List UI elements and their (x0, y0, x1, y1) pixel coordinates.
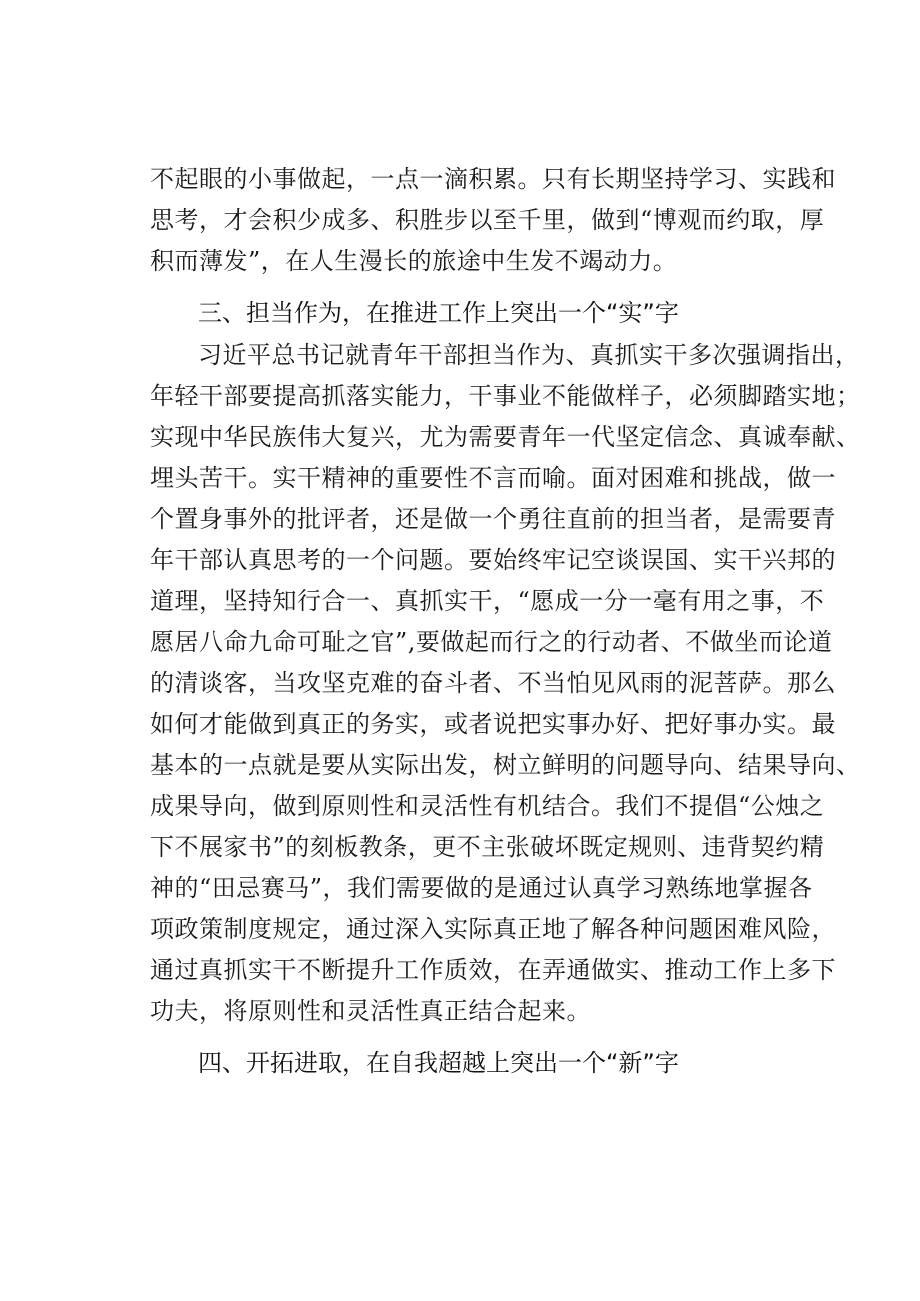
paragraph-2-line: 通过真抓实干不断提升工作质效，在弄通做实、推动工作上多下 (150, 956, 836, 984)
section-4-heading: 四、开拓进取，在自我超越上突出一个“新”字 (198, 1049, 679, 1077)
paragraph-2-line: 基本的一点就是要从实际出发，树立鲜明的问题导向、结果导向、 (150, 751, 861, 779)
paragraph-2-line: 的清谈客，当攻坚克难的奋斗者、不当怕见风雨的泥菩萨。那么 (150, 669, 836, 697)
paragraph-2-line: 道理，坚持知行合一、真抓实干，“愿成一分一毫有用之事，不 (150, 587, 825, 615)
section-3-heading: 三、担当作为，在推进工作上突出一个“实”字 (198, 299, 679, 327)
paragraph-2-line: 愿居八命九命可耻之官”,要做起而行之的行动者、不做坐而论道 (150, 628, 833, 656)
paragraph-2-line: 下不展家书”的刻板教条，更不主张破坏既定规则、违背契约精 (150, 833, 825, 861)
paragraph-2-line: 年干部认真思考的一个问题。要始终牢记空谈误国、实干兴邦的 (150, 546, 836, 574)
paragraph-1-line: 积而薄发”，在人生漫长的旅途中生发不竭动力。 (150, 247, 678, 275)
paragraph-2-line: 埋头苦干。实干精神的重要性不言而喻。面对困难和挑战，做一 (150, 464, 836, 492)
paragraph-2-line: 项政策制度规定，通过深入实际真正地了解各种问题困难风险， (150, 915, 836, 943)
paragraph-2-line: 成果导向，做到原则性和灵活性有机结合。我们不提倡“公烛之 (150, 792, 825, 820)
paragraph-2-line: 习近平总书记就青年干部担当作为、真抓实干多次强调指出， (198, 341, 860, 369)
paragraph-1-line: 思考，才会积少成多、积胜步以至千里，做到“博观而约取，厚 (150, 206, 825, 234)
paragraph-2-line: 个置身事外的批评者，还是做一个勇往直前的担当者，是需要青 (150, 505, 836, 533)
paragraph-2-line: 神的“田忌赛马”，我们需要做的是通过认真学习熟练地掌握各 (150, 874, 813, 902)
paragraph-2-line: 年轻干部要提高抓落实能力，干事业不能做样子，必须脚踏实地； (150, 382, 861, 410)
paragraph-2-line: 如何才能做到真正的务实，或者说把实事办好、把好事办实。最 (150, 710, 836, 738)
paragraph-2-line: 实现中华民族伟大复兴，尤为需要青年一代坚定信念、真诚奉献、 (150, 423, 861, 451)
paragraph-1-line: 不起眼的小事做起，一点一滴积累。只有长期坚持学习、实践和 (150, 165, 836, 193)
paragraph-2-line: 功夫，将原则性和灵活性真正结合起来。 (150, 997, 591, 1025)
